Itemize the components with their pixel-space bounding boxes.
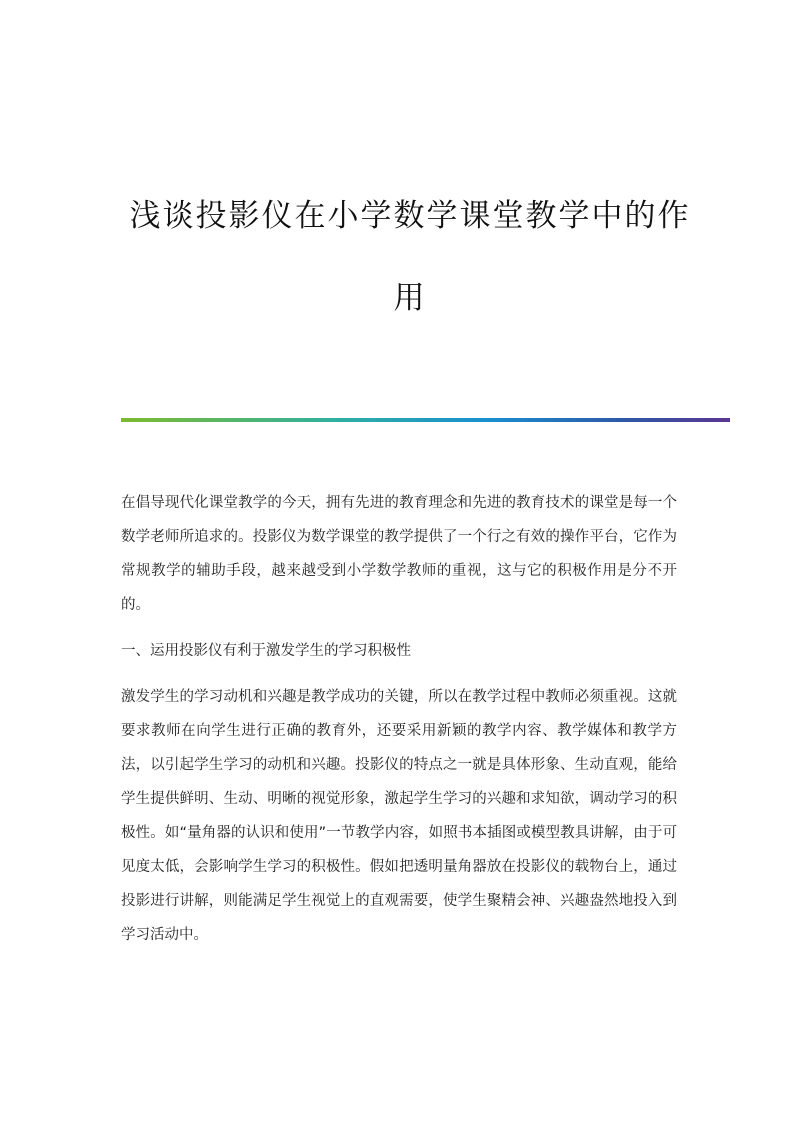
title-divider <box>121 418 730 422</box>
paragraph-section-1: 激发学生的学习动机和兴趣是教学成功的关键，所以在教学过程中教师必须重视。这就要求教师在向学生进行正确的教育外，还要采用新颖的教学内容、教学媒体和教学方法，以引起学生学习的动机和兴趣。投影仪的特点之一就是具体形象、生动直观，能给学生提供鲜明、生动、明晰的视觉形象，激起学生学习的兴趣和求知欲，调动学习的积极性。如“量角器的认识和使用”一节教学内容，如照书本插图或模型教具讲解，由于可见度太低，会影响学生学习的积极性。假如把透明量角器放在投影仪的载物台上，通过投影进行讲解，则能满足学生视觉上的直观需要，使学生聚精会神、兴趣盎然地投入到学习活动中。 <box>121 689 677 943</box>
document-title-line1: 浅谈投影仪在小学数学课堂教学中的作 <box>129 198 691 234</box>
document-title-line2: 用 <box>393 280 427 316</box>
paragraph-intro: 在倡导现代化课堂教学的今天，拥有先进的教育理念和先进的教育技术的课堂是每一个数学老师所追求的。投影仪为数学课堂的教学提供了一个行之有效的操作平台，它作为常规教学的辅助手段，越来越受到小学数学教师的重视，这与它的积极作用是分不开的。 <box>121 495 677 613</box>
document-body <box>121 486 677 964</box>
section-heading-1: 一、运用投影仪有利于激发学生的学习积极性 <box>121 643 411 659</box>
